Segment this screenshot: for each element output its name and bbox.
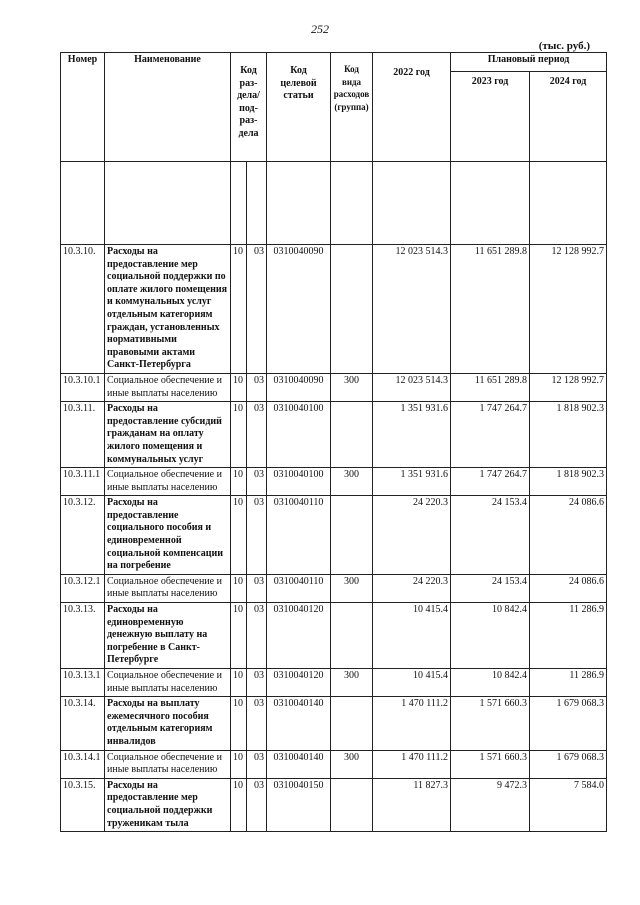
row-name: Расходы на выплату ежемесячного пособия отдельным категориям инвалидов (105, 697, 231, 750)
row-2022: 24 220.3 (373, 574, 451, 602)
row-name: Социальное обеспечение и иные выплаты населению (105, 669, 231, 697)
row-article: 0310040110 (267, 496, 331, 575)
row-section: 10 (231, 778, 247, 831)
row-2022: 1 351 931.6 (373, 402, 451, 468)
row-subsection: 03 (247, 373, 267, 401)
row-2022: 1 470 111.2 (373, 697, 451, 750)
row-subsection: 03 (247, 750, 267, 778)
row-2022: 12 023 514.3 (373, 245, 451, 374)
table-row (61, 669, 607, 697)
row-2023: 1 747 264.7 (451, 402, 530, 468)
row-number: 10.3.10.1 (61, 373, 105, 401)
row-section: 10 (231, 468, 247, 496)
table-row (61, 603, 607, 669)
header-2023: 2023 год (451, 72, 530, 162)
header-spacer-row (61, 162, 607, 245)
row-2024: 1 679 068.3 (530, 697, 607, 750)
row-2024: 1 679 068.3 (530, 750, 607, 778)
row-number: 10.3.10. (61, 245, 105, 374)
row-2024: 1 818 902.3 (530, 402, 607, 468)
row-number: 10.3.11.1 (61, 468, 105, 496)
header-name: Наименование (105, 53, 231, 162)
row-2024: 11 286.9 (530, 603, 607, 669)
row-2022: 10 415.4 (373, 603, 451, 669)
row-section: 10 (231, 245, 247, 374)
row-expense-type (331, 778, 373, 831)
row-subsection: 03 (247, 245, 267, 374)
header-expense-type: Код вида расходов (группа) (331, 53, 373, 162)
row-2022: 1 470 111.2 (373, 750, 451, 778)
row-2024: 11 286.9 (530, 669, 607, 697)
row-number: 10.3.12.1 (61, 574, 105, 602)
row-section: 10 (231, 669, 247, 697)
row-2022: 10 415.4 (373, 669, 451, 697)
row-subsection: 03 (247, 574, 267, 602)
header-planning-period: Плановый период (451, 53, 607, 72)
row-expense-type (331, 496, 373, 575)
row-name: Расходы на предоставление мер социальной поддержки труженикам тыла (105, 778, 231, 831)
row-2024: 24 086.6 (530, 574, 607, 602)
row-number: 10.3.14. (61, 697, 105, 750)
row-article: 0310040150 (267, 778, 331, 831)
row-section: 10 (231, 373, 247, 401)
table-row (61, 468, 607, 496)
row-number: 10.3.13.1 (61, 669, 105, 697)
row-article: 0310040100 (267, 402, 331, 468)
row-2023: 10 842.4 (451, 669, 530, 697)
header-2024: 2024 год (530, 72, 607, 162)
table-row (61, 574, 607, 602)
row-article: 0310040090 (267, 245, 331, 374)
row-2023: 1 571 660.3 (451, 697, 530, 750)
row-2022: 1 351 931.6 (373, 468, 451, 496)
row-name: Расходы на предоставление социального пособия и единовременной социальной компенсации на погребение (105, 496, 231, 575)
row-name: Социальное обеспечение и иные выплаты населению (105, 468, 231, 496)
table-row (61, 750, 607, 778)
table-row (61, 496, 607, 575)
row-name: Расходы на предоставление субсидий гражданам на оплату жилого помещения и коммунальных услуг (105, 402, 231, 468)
header-number: Номер (61, 53, 105, 162)
row-name: Социальное обеспечение и иные выплаты населению (105, 373, 231, 401)
row-article: 0310040140 (267, 750, 331, 778)
table-row (61, 373, 607, 401)
row-section: 10 (231, 750, 247, 778)
table-row (61, 697, 607, 750)
header-section: Код раз- дела/ под- раз- дела (231, 53, 267, 162)
row-expense-type: 300 (331, 574, 373, 602)
row-article: 0310040100 (267, 468, 331, 496)
row-section: 10 (231, 402, 247, 468)
row-expense-type: 300 (331, 468, 373, 496)
row-subsection: 03 (247, 496, 267, 575)
row-2023: 24 153.4 (451, 496, 530, 575)
budget-table (60, 52, 607, 832)
row-expense-type: 300 (331, 373, 373, 401)
row-article: 0310040090 (267, 373, 331, 401)
row-2023: 10 842.4 (451, 603, 530, 669)
row-expense-type: 300 (331, 669, 373, 697)
row-2023: 24 153.4 (451, 574, 530, 602)
row-expense-type: 300 (331, 750, 373, 778)
row-subsection: 03 (247, 468, 267, 496)
row-article: 0310040120 (267, 669, 331, 697)
row-subsection: 03 (247, 697, 267, 750)
row-subsection: 03 (247, 402, 267, 468)
row-name: Социальное обеспечение и иные выплаты населению (105, 574, 231, 602)
row-expense-type (331, 603, 373, 669)
row-number: 10.3.15. (61, 778, 105, 831)
row-article: 0310040140 (267, 697, 331, 750)
header-article: Код целевой статьи (267, 53, 331, 162)
row-2022: 12 023 514.3 (373, 373, 451, 401)
page-number: 252 (311, 22, 329, 36)
row-2022: 11 827.3 (373, 778, 451, 831)
row-name: Расходы на единовременную денежную выплату на погребение в Санкт-Петербурге (105, 603, 231, 669)
row-section: 10 (231, 603, 247, 669)
units-label: (тыс. руб.) (538, 40, 590, 52)
row-2022: 24 220.3 (373, 496, 451, 575)
row-2024: 7 584.0 (530, 778, 607, 831)
row-expense-type (331, 245, 373, 374)
row-number: 10.3.14.1 (61, 750, 105, 778)
row-number: 10.3.11. (61, 402, 105, 468)
row-name: Социальное обеспечение и иные выплаты населению (105, 750, 231, 778)
row-section: 10 (231, 697, 247, 750)
row-number: 10.3.12. (61, 496, 105, 575)
row-subsection: 03 (247, 778, 267, 831)
row-number: 10.3.13. (61, 603, 105, 669)
row-article: 0310040110 (267, 574, 331, 602)
row-section: 10 (231, 496, 247, 575)
row-subsection: 03 (247, 603, 267, 669)
header-row-top (61, 53, 607, 72)
table-row (61, 778, 607, 831)
row-2023: 11 651 289.8 (451, 373, 530, 401)
row-2024: 1 818 902.3 (530, 468, 607, 496)
row-name: Расходы на предоставление мер социальной поддержки по оплате жилого помещения и коммунальных услуг отдельным категориям граждан, установленных нормативными правовыми актами Санкт-Петербурга (105, 245, 231, 374)
header-2022: 2022 год (373, 53, 451, 162)
row-expense-type (331, 402, 373, 468)
row-2023: 1 747 264.7 (451, 468, 530, 496)
row-subsection: 03 (247, 669, 267, 697)
row-2024: 12 128 992.7 (530, 373, 607, 401)
table-row (61, 245, 607, 374)
table-row (61, 402, 607, 468)
row-article: 0310040120 (267, 603, 331, 669)
row-expense-type (331, 697, 373, 750)
row-section: 10 (231, 574, 247, 602)
row-2024: 24 086.6 (530, 496, 607, 575)
row-2023: 11 651 289.8 (451, 245, 530, 374)
table-body (61, 245, 607, 832)
row-2023: 1 571 660.3 (451, 750, 530, 778)
row-2024: 12 128 992.7 (530, 245, 607, 374)
row-2023: 9 472.3 (451, 778, 530, 831)
